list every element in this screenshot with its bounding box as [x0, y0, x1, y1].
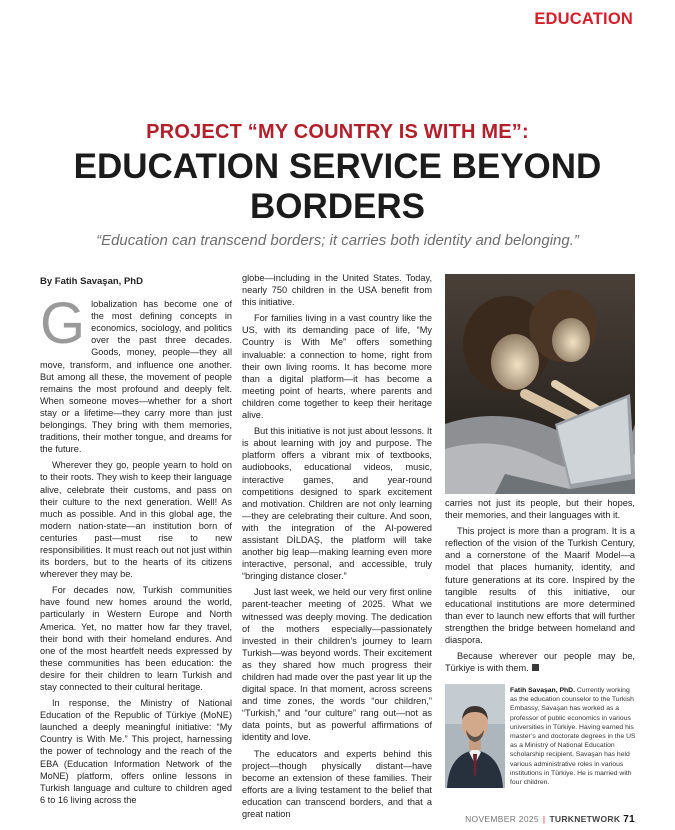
- byline: By Fatih Savaşan, PhD: [40, 276, 143, 287]
- drop-cap: G: [40, 291, 86, 357]
- article-paragraph: Globalization has become one of the most defining concepts in economics, sociology, and politics over the past three decades. Goods, money, people—they all move, transform, and influence one another. But among all these, the movement of people remains the most profound and deeply felt. When someone moves—whether for a short stay or a lifetime—they carry more than just belongings. They bring with them memories, traditions, their mother tongue, and dreams for the future.: [40, 291, 232, 455]
- article-paragraph: But this initiative is not just about lessons. It is about learning with joy and purpose. The platform offers a vibrant mix of textbooks, audiobooks, educational videos, music, interactive games, and year-round competitions designed to spark excitement and motivation. Children are not only learning—they are celebrating their culture. And soon, with the integration of the AI-powered assistant DİLDAŞ, the platform will take another big leap—making learning even more interactive, personal, and accessible, truly “bringing distance closer.”: [242, 426, 432, 582]
- article-paragraph: The educators and experts behind this project—though physically distant—have become an extension of these families. Their efforts are a living testament to the belief that education can transcend borders, and that a great nation: [242, 748, 432, 820]
- article-paragraph: Because wherever our people may be, Türkiye is with them.: [445, 651, 635, 674]
- article-paragraph: For decades now, Turkish communities have found new homes around the world, particularly in Western Europe and North America. Yet, no matter how far they travel, their bond with their homeland endures. And one of the most heartfelt needs expressed by these communities has been education: the desire for their children to learn Turkish and stay connected to their cultural heritage.: [40, 585, 232, 692]
- article-paragraph: For families living in a vast country like the US, with its demanding pace of life, “My Country is With Me” offers something invaluable: a connection to home, right from their own living rooms. It has become more than a digital platform—it has become a meeting point of hearts, where parents and children come together to keep their heritage alive.: [242, 313, 432, 421]
- article-paragraph: Wherever they go, people yearn to hold on to their roots. They wish to keep their language alive, celebrate their customs, and pass on their culture to the next generation. Well! As much as possible. And in this global age, the modern nation-state—an institution born of centuries past—must rise to new responsibilities. It must reach out not just within its borders, but to the hearts of its citizens wherever they may be.: [40, 460, 233, 580]
- section-label: EDUCATION: [534, 10, 633, 28]
- author-bio-text: Currently working as the education counselor to the Turkish Embassy, Savaşan has worked as a professor of public economics in various universities in Türkiye. Having earned his master’s and doctorate degrees in the US as a Ministry of National Education scholarship recipient, Savaşan has held various administrative roles in various institutions in Türkiye. He is married with four children.: [510, 687, 636, 787]
- article-paragraph: In response, the Ministry of National Education of the Republic of Türkiye (MoNE) launched a deeply meaningful initiative: “My Country is With Me.” This project, harnessing the power of technology and the reach of the EBA (Education Information Network of the MoNE) platform, offers online lessons in Turkish language and culture to children aged 6 to 16 living across the: [40, 698, 232, 805]
- author-portrait: [445, 684, 505, 788]
- pull-quote-deck: “Education can transcend borders; it carries both identity and belonging.”: [96, 232, 579, 249]
- end-of-article-mark: [532, 664, 539, 671]
- author-bio: [510, 686, 638, 787]
- issue-date: NOVEMBER 2025: [465, 814, 539, 824]
- article-column-2: [242, 272, 432, 824]
- headline: [30, 147, 645, 227]
- headline-line-2: BORDERS: [249, 187, 426, 226]
- article-photo-children-laptop: [445, 274, 635, 494]
- article-paragraph: This project is more than a program. It is a reflection of the vision of the Turkish Century, and a cornerstone of the Maarif Model—a model that places humanity, identity, and future generations at its core. Inspired by the tangible results of this initiative, our educational institutions are more determined than ever to launch new efforts that will further strengthen the bridge between homeland and diaspora.: [445, 526, 635, 646]
- headline-kicker: PROJECT “MY COUNTRY IS WITH ME”:: [146, 121, 529, 143]
- headline-line-1: EDUCATION SERVICE BEYOND: [73, 147, 602, 186]
- children-laptop-illustration: [445, 274, 635, 494]
- article-column-1: [40, 276, 232, 810]
- author-photo: [445, 684, 505, 788]
- article-column-3: [445, 497, 635, 678]
- author-name: Fatih Savaşan, PhD.: [510, 687, 575, 694]
- article-paragraph: Just last week, we held our very first online parent-teacher meeting of 2025. What we witnessed was deeply moving. The dedication of the mothers especially—passionately invested in their children’s journey to learn Turkish—was beyond words. Their excitement as they shared how much progress their children had made over the past year lit up the digital space. In that moment, across screens and time zones, the words “our children,” “Turkish,” and “our culture” rang out—not as data points, but as powerful affirmations of identity and love.: [242, 587, 432, 743]
- magazine-name: TURKNETWORK: [549, 814, 621, 824]
- footer-separator: |: [542, 814, 546, 824]
- page-number: 71: [623, 814, 635, 825]
- article-paragraph: carries not just its people, but their hopes, their memories, and their languages with it.: [445, 498, 635, 521]
- article-paragraph: globe—including in the United States. Today, nearly 750 children in the USA benefit from this initiative.: [242, 273, 432, 308]
- page-footer: [465, 814, 635, 825]
